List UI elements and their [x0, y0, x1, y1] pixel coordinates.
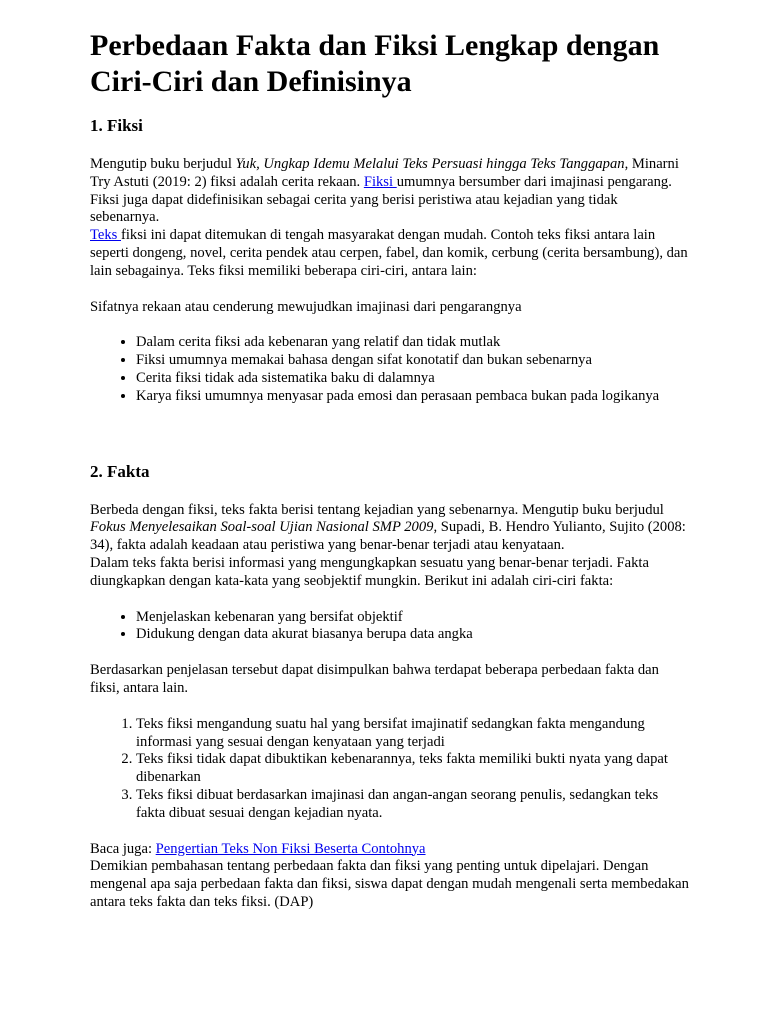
fiksi-link[interactable]: Fiksi — [363, 173, 397, 190]
text-run: , Minarni Try Astuti (2019: 2) fiksi adalah cerita rekaan. — [90, 156, 679, 190]
spacer — [90, 591, 690, 609]
read-also-link[interactable]: Pengertian Teks Non Fiksi Beserta Contohnya — [155, 840, 426, 857]
read-also-label: Baca juga: — [90, 840, 156, 857]
fiksi-definition-paragraph — [90, 156, 690, 227]
spacer — [90, 698, 690, 716]
list-item: • Menjelaskan kebenaran yang bersifat objektif — [136, 609, 690, 627]
spacer — [90, 482, 690, 502]
differences-list — [90, 716, 690, 823]
list-item: 1. Teks fiksi mengandung suatu hal yang bersifat imajinatif sedangkan fakta mengandung informasi yang sesuai dengan kenyataan yang terjadi — [136, 716, 690, 752]
fakta-traits-list — [90, 609, 690, 645]
spacer — [90, 316, 690, 334]
book-title: Fokus Menyelesaikan Soal-soal Ujian Nasional SMP 2009 — [90, 519, 434, 536]
read-also-line — [90, 841, 690, 859]
text-run: umumnya bersumber dari imajinasi pengarang. Fiksi juga dapat didefinisikan sebagai cerita yang berisi peristiwa atau kejadian yang tidak sebenarnya. — [90, 173, 672, 226]
text-run: Mengutip buku berjudul — [90, 156, 236, 172]
closing-paragraph: Demikian pembahasan tentang perbedaan fakta dan fiksi yang penting untuk dipelajari. Dengan mengenal apa saja perbedaan fakta dan fiksi, siswa dapat dengan mudah mengenali serta membedakan antara teks fakta dan teks fiksi. (DAP) — [90, 858, 689, 910]
list-item: • Didukung dengan data akurat biasanya berupa data angka — [136, 626, 690, 644]
teks-link[interactable]: Teks — [90, 227, 121, 244]
section-heading-fakta: 2. Fakta — [90, 461, 150, 481]
section-heading-fiksi: 1. Fiksi — [90, 116, 143, 135]
spacer — [90, 644, 690, 662]
list-item: • Fiksi umumnya memakai bahasa dengan sifat konotatif dan bukan sebenarnya — [136, 352, 690, 370]
list-item: • Dalam cerita fiksi ada kebenaran yang relatif dan tidak mutlak — [136, 334, 690, 352]
spacer — [90, 823, 690, 841]
fiksi-trait-paragraph: Sifatnya rekaan atau cenderung mewujudkan imajinasi dari pengarangnya — [90, 298, 522, 315]
conclusion-intro-paragraph: Berdasarkan penjelasan tersebut dapat disimpulkan bahwa terdapat beberapa perbedaan fakta dan fiksi, antara lain. — [90, 662, 659, 696]
fiksi-traits-list — [90, 334, 690, 405]
book-title: Yuk, Ungkap Idemu Melalui Teks Persuasi hingga Teks Tanggapan — [235, 156, 625, 172]
spacer — [90, 281, 690, 299]
list-item: 2. Teks fiksi tidak dapat dibuktikan kebenarannya, teks fakta memiliki bukti nyata yang dapat dibenarkan — [136, 751, 690, 787]
page-title: Perbedaan Fakta dan Fiksi Lengkap dengan Ciri-Ciri dan Definisinya — [90, 29, 660, 98]
fakta-info-paragraph: Dalam teks fakta berisi informasi yang mengungkapkan sesuatu yang benar-benar terjadi. Fakta diungkapkan dengan kata-kata yang seobjektif mungkin. Berikut ini adalah ciri-ciri fakta: — [90, 554, 649, 589]
fakta-definition-paragraph — [90, 502, 690, 555]
spacer — [90, 136, 690, 156]
article — [90, 28, 690, 912]
list-item: • Cerita fiksi tidak ada sistematika baku di dalamnya — [136, 370, 690, 388]
list-item: • Karya fiksi umumnya menyasar pada emosi dan perasaan pembaca bukan pada logikanya — [136, 388, 690, 406]
text-run: fiksi ini dapat ditemukan di tengah masyarakat dengan mudah. Contoh teks fiksi antara lain seperti dongeng, novel, cerita pendek atau cerpen, fabel, dan komik, cerbung (cerita bersambung), dan lain sebagainya. Teks fiksi memiliki beberapa ciri-ciri, antara lain: — [90, 227, 688, 279]
text-run: , Supadi, B. Hendro Yulianto, Sujito (2008: 34), fakta adalah keadaan atau peristiwa yang benar-benar terjadi atau kenyataan. — [90, 519, 686, 554]
fiksi-examples-paragraph — [90, 227, 690, 280]
list-item: 3. Teks fiksi dibuat berdasarkan imajinasi dan angan-angan seorang penulis, sedangkan teks fakta dibuat sesuai dengan kejadian nyata. — [136, 787, 690, 823]
spacer — [90, 406, 690, 462]
text-run: Berbeda dengan fiksi, teks fakta berisi tentang kejadian yang sebenarnya. Mengutip buku berjudul — [90, 501, 664, 518]
